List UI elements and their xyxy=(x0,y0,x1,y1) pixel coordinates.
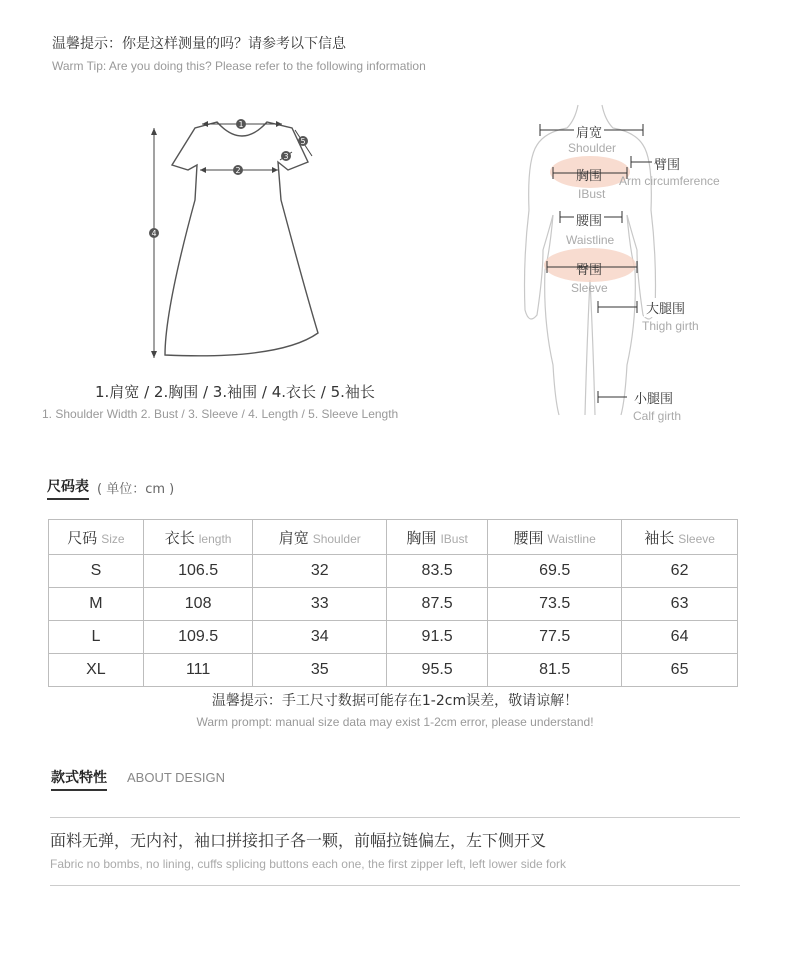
table-cell: 32 xyxy=(253,555,387,588)
table-cell: 64 xyxy=(622,621,738,654)
table-cell: 83.5 xyxy=(387,555,488,588)
table-cell: 111 xyxy=(143,654,253,687)
table-cell: 87.5 xyxy=(387,588,488,621)
hip-label: 臀围 xyxy=(576,263,603,278)
arm-sub: Arm circumference xyxy=(619,174,720,188)
design-subtitle: ABOUT DESIGN xyxy=(127,770,226,785)
table-cell: 35 xyxy=(253,654,387,687)
bust-sub: IBust xyxy=(578,187,606,201)
marker-2-label: 2 xyxy=(235,166,241,175)
divider-top xyxy=(50,817,740,818)
table-cell: S xyxy=(49,555,144,588)
marker-1-label: 1 xyxy=(238,120,244,129)
tip-chinese: 温馨提示：你是这样测量的吗？请参考以下信息 xyxy=(52,36,346,52)
marker-4-label: 4 xyxy=(151,229,157,238)
calf-label: 小腿围 xyxy=(632,388,675,407)
header-length: 衣长 length xyxy=(143,520,253,555)
table-cell: 109.5 xyxy=(143,621,253,654)
table-cell: 91.5 xyxy=(387,621,488,654)
table-cell: XL xyxy=(49,654,144,687)
table-cell: 34 xyxy=(253,621,387,654)
table-row xyxy=(49,555,738,588)
dress-legend-chinese: 1.肩宽 / 2.胸围 / 3.袖围 / 4.衣长 / 5.袖长 xyxy=(95,383,375,401)
waist-label: 腰围 xyxy=(574,210,604,229)
shoulder-sub: Shoulder xyxy=(568,141,617,155)
table-header-row xyxy=(49,520,738,555)
divider-bottom xyxy=(50,885,740,886)
bust-label: 胸围 xyxy=(576,169,603,184)
table-row xyxy=(49,654,738,687)
dress-outline xyxy=(165,122,318,356)
table-cell: L xyxy=(49,621,144,654)
table-cell: 63 xyxy=(622,588,738,621)
thigh-sub: Thigh girth xyxy=(642,319,699,333)
table-cell: M xyxy=(49,588,144,621)
feature-chinese: 面料无弹，无内衬，袖口拼接扣子各一颗，前幅拉链偏左，左下侧开叉 xyxy=(50,831,547,850)
hip-sub: Sleeve xyxy=(571,281,608,295)
table-cell: 33 xyxy=(253,588,387,621)
header-bust: 胸围 IBust xyxy=(387,520,488,555)
table-cell: 108 xyxy=(143,588,253,621)
table-cell: 106.5 xyxy=(143,555,253,588)
warm-prompt-english: Warm prompt: manual size data may exist 1-2cm error, please understand! xyxy=(196,715,594,729)
design-title: 款式特性 xyxy=(51,767,107,791)
header-shoulder: 肩宽 Shoulder xyxy=(253,520,387,555)
size-table xyxy=(48,519,738,687)
table-cell: 81.5 xyxy=(488,654,622,687)
dress-legend-english: 1. Shoulder Width 2. Bust / 3. Sleeve / 4. Length / 5. Sleeve Length xyxy=(42,407,399,421)
table-cell: 73.5 xyxy=(488,588,622,621)
tip-english: Warm Tip: Are you doing this? Please refer to the following information xyxy=(52,59,426,73)
header-sleeve: 袖长 Sleeve xyxy=(622,520,738,555)
thigh-label: 大腿围 xyxy=(644,298,687,317)
size-chart-title: 尺码表 xyxy=(47,476,89,500)
marker-5-label: 5 xyxy=(300,137,306,146)
table-cell: 77.5 xyxy=(488,621,622,654)
table-cell: 95.5 xyxy=(387,654,488,687)
arm-label: 臂围 xyxy=(652,154,682,173)
dress-diagram xyxy=(140,110,330,370)
waist-sub: Waistline xyxy=(566,233,615,247)
warm-prompt-chinese: 温馨提示：手工尺寸数据可能存在1-2cm误差，敬请谅解！ xyxy=(211,693,579,709)
header-size: 尺码 Size xyxy=(49,520,144,555)
table-cell: 62 xyxy=(622,555,738,588)
feature-english: Fabric no bombs, no lining, cuffs splicing buttons each one, the first zipper left, left lower side fork xyxy=(50,857,567,871)
table-cell: 65 xyxy=(622,654,738,687)
header-waist: 腰围 Waistline xyxy=(488,520,622,555)
shoulder-label: 肩宽 xyxy=(574,122,604,141)
calf-sub: Calf girth xyxy=(633,409,682,423)
table-cell: 69.5 xyxy=(488,555,622,588)
size-chart-unit: ( 单位：cm ) xyxy=(97,482,175,497)
table-row xyxy=(49,621,738,654)
table-row xyxy=(49,588,738,621)
marker-3-label: 3 xyxy=(283,152,289,161)
